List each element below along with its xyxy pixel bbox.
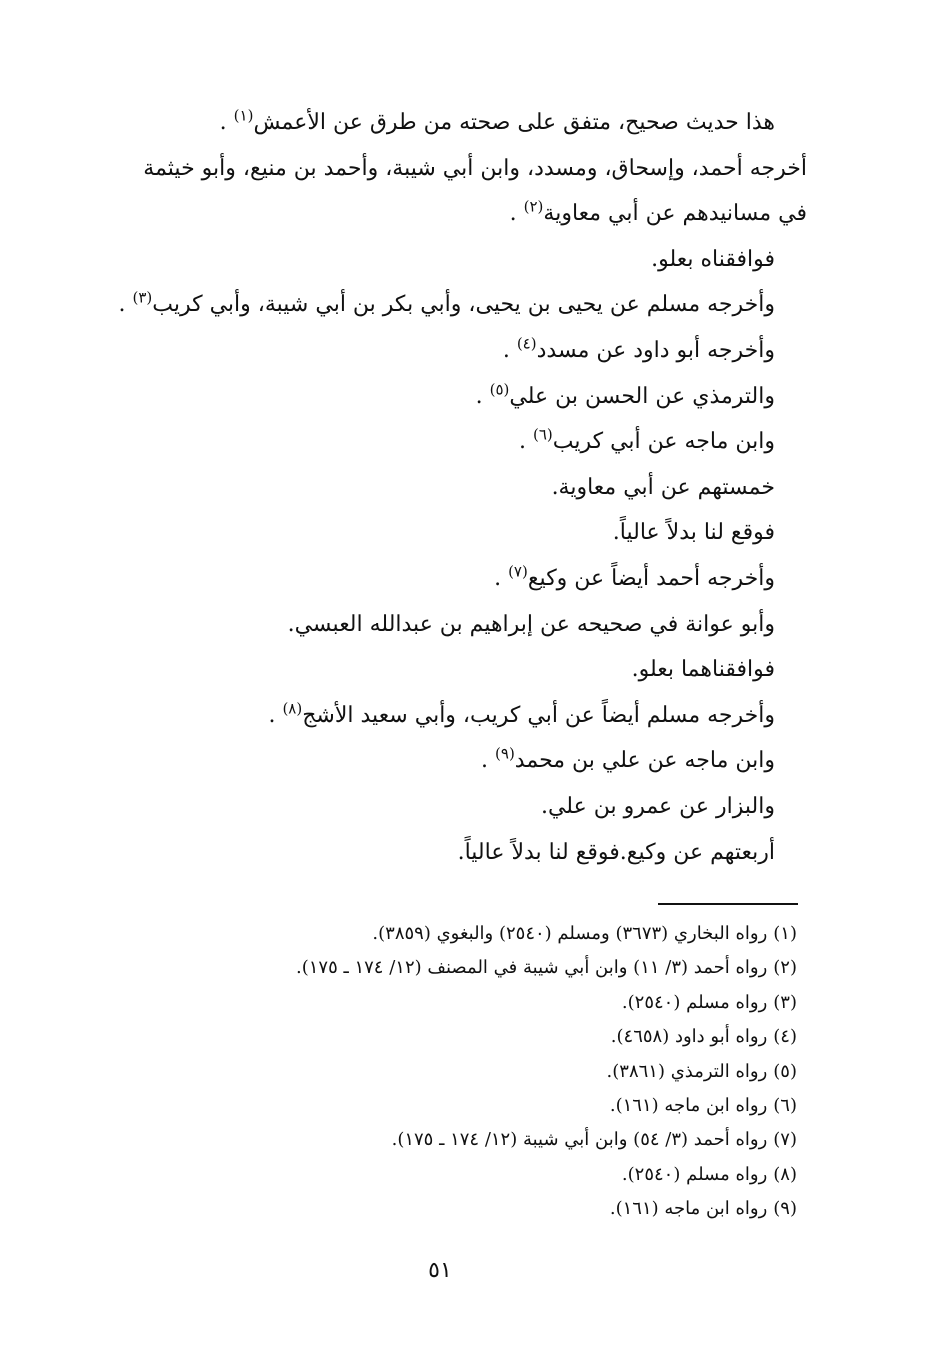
text-line: وأخرجه مسلم أيضاً عن أبي كريب، وأبي سعيد الأشج$^{(٨)}$ . xyxy=(268,699,775,728)
footnote-ref: (٥) xyxy=(489,380,510,399)
text-line: فوافقناهما بعلو. xyxy=(631,657,775,683)
footnote-ref: (٣) xyxy=(132,289,153,308)
footnote: (٧)رواه أحمد (٣/ ٥٤) وابن أبي شيبة (١٢/ ١٧٤ ـ ١٧٥). xyxy=(391,1129,797,1151)
footnote: (٣)رواه مسلم (٢٥٤٠). xyxy=(621,991,797,1013)
text-line: هذا حديث صحيح، متفق على صحته من طرق عن الأعمش$^{(١)}$ . xyxy=(219,106,775,135)
footnotes xyxy=(177,917,797,1227)
footnote-ref: (٢) xyxy=(523,197,544,216)
footnote-ref: (٧) xyxy=(508,562,528,581)
footnote-ref: (٩) xyxy=(495,744,515,763)
footnote: (٥)رواه الترمذي (٣٨٦١). xyxy=(606,1060,797,1082)
text-line: وأخرجه أبو داود عن مسدد$^{(٤)}$ . xyxy=(502,334,775,363)
main-text xyxy=(95,100,807,875)
footnote-ref: (٤) xyxy=(516,334,537,353)
text-line: فوقع لنا بدلاً عالياً. xyxy=(612,520,775,546)
text-line: وأخرجه أحمد أيضاً عن وكيع$^{(٧)}$ . xyxy=(494,562,775,591)
footnote: (٦)رواه ابن ماجه (١٦١). xyxy=(609,1094,797,1116)
footnote-ref: (٨) xyxy=(282,699,303,718)
footnote-ref: (٦) xyxy=(532,425,553,444)
footnote: (١)رواه البخاري (٣٦٧٣) ومسلم (٢٥٤٠) والبغوي (٣٨٥٩). xyxy=(372,923,797,944)
footnote: (٤)رواه أبو داود (٤٦٥٨). xyxy=(610,1026,797,1048)
footnote: (٢)رواه أحمد (٣/ ١١) وابن أبي شيبة في المصنف (١٢/ ١٧٤ ـ ١٧٥). xyxy=(295,957,797,979)
text-line: وابن ماجه عن علي بن محمد$^{(٩)}$ . xyxy=(481,744,775,774)
text-line: والترمذي عن الحسن بن علي$^{(٥)}$ . xyxy=(475,380,775,409)
text-line: خمستهم عن أبي معاوية. xyxy=(551,474,775,500)
text-line: فوافقناه بعلو. xyxy=(651,246,775,272)
footnote: (٨)رواه مسلم (٢٥٤٠). xyxy=(621,1163,797,1185)
text-line: وأخرجه مسلم عن يحيى بن يحيى، وأبي بكر بن أبي شيبة، وأبي كريب$^{(٣)}$ . xyxy=(118,289,775,318)
text-line: وابن ماجه عن أبي كريب$^{(٦)}$ . xyxy=(518,425,775,455)
text-line: أربعتهم عن وكيع.فوقع لنا بدلاً عالياً. xyxy=(457,839,775,865)
text-line: في مسانيدهم عن أبي معاوية$^{(٢)}$ . xyxy=(509,197,807,227)
footnote: (٩)رواه ابن ماجه (١٦١). xyxy=(609,1198,797,1220)
text-line: والبزار عن عمرو بن علي. xyxy=(540,793,775,819)
text-line: أخرجه أحمد، وإسحاق، ومسدد، وابن أبي شيبة، وأحمد بن منيع، وأبو خيثمة xyxy=(143,155,807,181)
page-number: ٥١ xyxy=(428,1258,452,1283)
footnote-ref: (١) xyxy=(233,106,254,125)
footnote-separator xyxy=(658,903,798,905)
text-line: وأبو عوانة في صحيحه عن إبراهيم بن عبدالله العبسي. xyxy=(287,611,775,637)
